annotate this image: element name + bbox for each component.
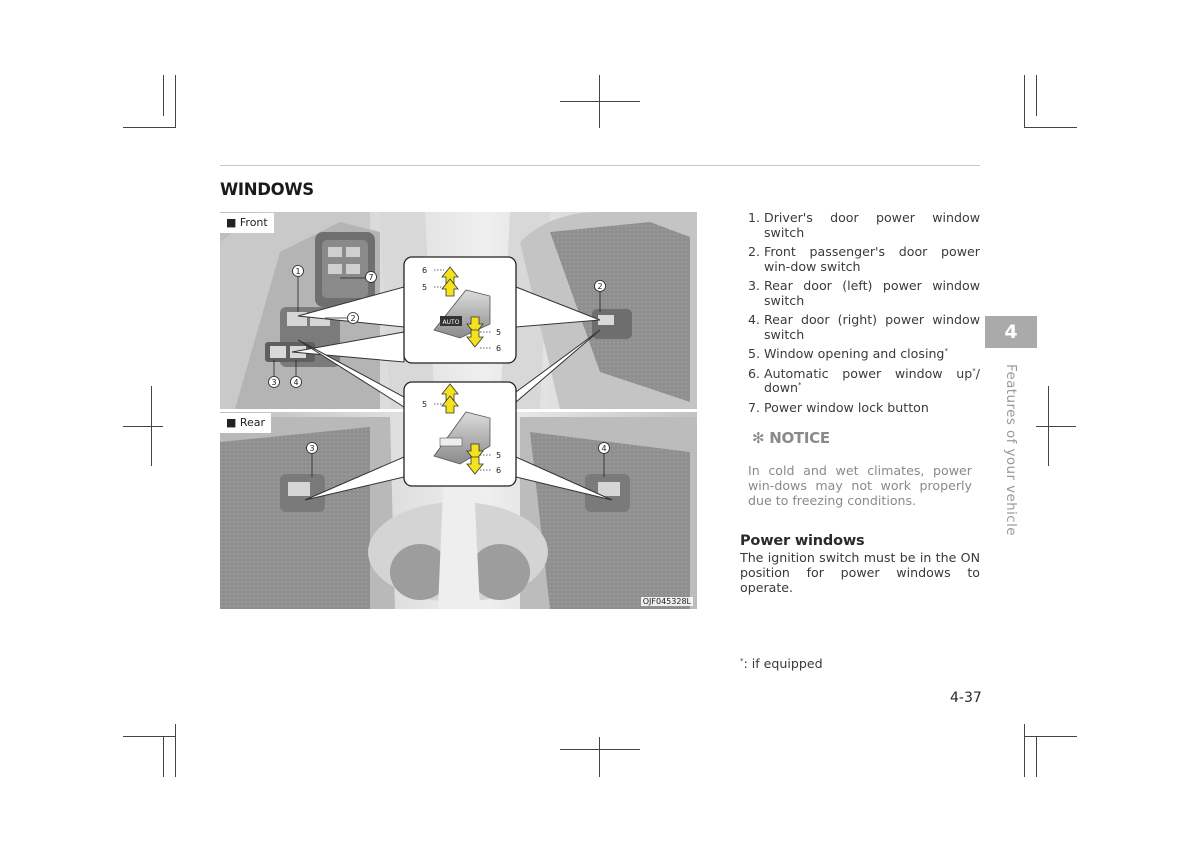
front-panel-label: ■ Front bbox=[220, 213, 274, 233]
callout-2-front-left: 2 bbox=[350, 314, 356, 323]
power-windows-heading: Power windows bbox=[740, 533, 865, 549]
legend-list bbox=[748, 211, 980, 420]
legend-item: 1. Driver's door power window switch bbox=[748, 210, 980, 240]
rear-panel-label: ■ Rear bbox=[220, 413, 271, 433]
inset-label-5d: 5 bbox=[496, 451, 502, 460]
callout-4-rear: 4 bbox=[601, 444, 607, 453]
inset-label-5c: 5 bbox=[422, 400, 428, 409]
legend-item: 2. Front passenger's door power win-dow switch bbox=[748, 244, 980, 274]
power-windows-body: The ignition switch must be in the ON position for power windows to operate. bbox=[740, 550, 980, 595]
callout-2-passenger: 2 bbox=[597, 282, 603, 291]
figure-code: OJF045328L bbox=[642, 597, 691, 606]
callout-3-front: 3 bbox=[271, 378, 277, 387]
page-number: 4-37 bbox=[950, 690, 982, 706]
section-title: WINDOWS bbox=[220, 180, 314, 199]
switch-badge-front: AUTO bbox=[442, 319, 460, 326]
chapter-title: Features of your vehicle bbox=[1003, 364, 1019, 536]
legend-item: 7. Power window lock button bbox=[748, 399, 929, 415]
footnote: *: if equipped bbox=[740, 656, 823, 671]
inset-label-5b: 5 bbox=[496, 328, 502, 337]
window-switch-figure bbox=[220, 212, 697, 609]
header-rule bbox=[220, 165, 980, 166]
legend-item: 4. Rear door (right) power window switch bbox=[748, 312, 980, 342]
callout-1: 1 bbox=[295, 267, 301, 276]
inset-label-6b: 6 bbox=[496, 344, 502, 353]
inset-label-5a: 5 bbox=[422, 283, 428, 292]
legend-item: 6. Automatic power window up*/ down* bbox=[748, 365, 980, 395]
legend-item: 5. Window opening and closing* bbox=[748, 346, 948, 361]
inset-label-6d: 6 bbox=[496, 466, 502, 475]
legend-item: 3. Rear door (left) power window switch bbox=[748, 278, 980, 308]
notice-heading: ✻ NOTICE bbox=[752, 429, 830, 447]
callout-4-front: 4 bbox=[293, 378, 299, 387]
inset-label-6a: 6 bbox=[422, 266, 428, 275]
figure-illustration bbox=[220, 212, 697, 609]
chapter-number-tab: 4 bbox=[985, 316, 1037, 348]
callout-7: 7 bbox=[368, 273, 374, 282]
callout-3-rear: 3 bbox=[309, 444, 315, 453]
notice-body: In cold and wet climates, power win-dows may not work properly due to freezing conditions. bbox=[748, 463, 972, 508]
